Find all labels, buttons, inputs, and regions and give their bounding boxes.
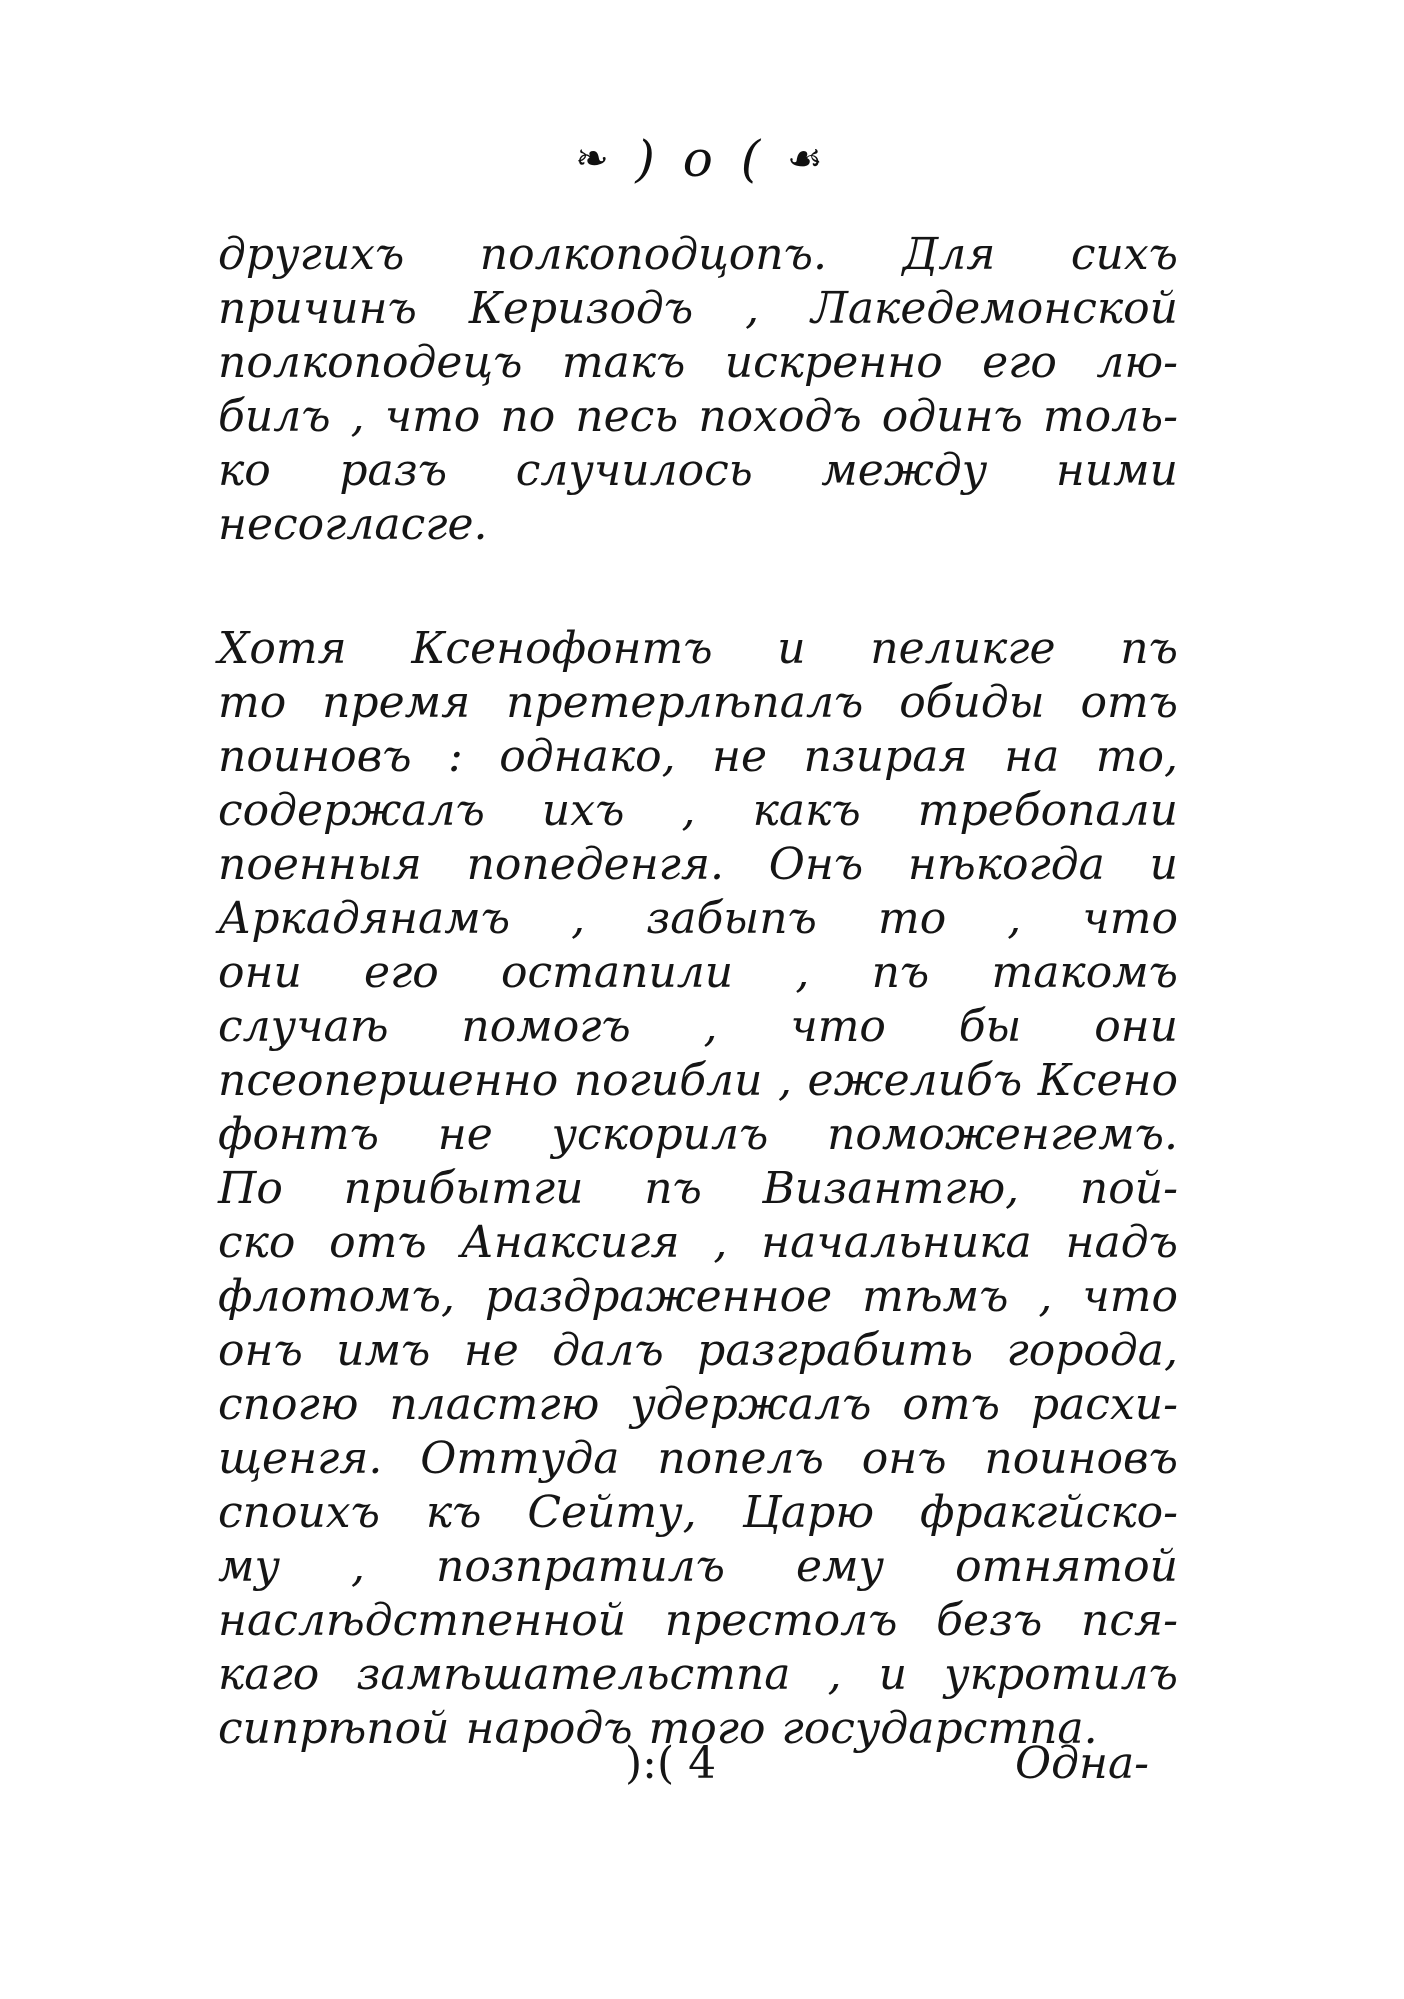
text-line: [218, 444, 1178, 498]
word: отъ: [902, 1379, 1000, 1430]
word: поенныя: [218, 839, 422, 890]
word: онъ: [861, 1433, 947, 1484]
word: ежелибъ: [807, 1055, 1023, 1106]
page-number: ) o (: [635, 130, 767, 188]
word: народъ: [465, 1703, 633, 1754]
word: то: [218, 677, 287, 728]
word: ,: [351, 1541, 366, 1592]
word: Ксенофонтъ: [411, 623, 713, 674]
word: и: [1149, 839, 1178, 890]
word: забыпъ: [646, 893, 817, 944]
word: то: [877, 893, 947, 944]
word: Оттуда: [420, 1433, 620, 1484]
word: ускорилъ: [551, 1109, 769, 1160]
word: фонтъ: [218, 1109, 379, 1160]
word: содержалъ: [218, 785, 485, 836]
word: обиды: [899, 677, 1045, 728]
text-line: [218, 1216, 1178, 1270]
word: погибли: [573, 1055, 763, 1106]
word: безъ: [936, 1595, 1043, 1646]
text-line: [218, 1270, 1178, 1324]
word: сипрѣпой: [218, 1703, 450, 1754]
word: псеопершенно: [218, 1055, 559, 1106]
word: тѣмъ: [862, 1271, 1009, 1322]
word: Византгю,: [762, 1163, 1020, 1214]
word: что: [1082, 1271, 1178, 1322]
word: пеликге: [870, 623, 1056, 674]
word: онъ: [218, 1325, 303, 1376]
text-line: [218, 498, 1178, 552]
word: Для: [902, 229, 996, 280]
word: Онъ: [768, 839, 864, 890]
word: что: [384, 391, 481, 442]
word: удержалъ: [630, 1379, 872, 1430]
word: между: [821, 445, 988, 496]
word: пзирая: [803, 731, 968, 782]
word: нѣкогда: [907, 839, 1105, 890]
catchword: Одна-: [1015, 1738, 1150, 1789]
word: ,: [1007, 893, 1022, 944]
word: попеденгя.: [466, 839, 725, 890]
word: Хотя: [218, 623, 347, 674]
signature-mark: ):( 4: [625, 1738, 717, 1789]
word: Царю: [742, 1487, 875, 1538]
word: разъ: [339, 445, 448, 496]
word: Аркадянамъ: [218, 893, 511, 944]
word: что: [790, 1001, 886, 1052]
word: того: [648, 1703, 766, 1754]
word: щенгя.: [218, 1433, 383, 1484]
text-line: [218, 1594, 1178, 1648]
text-line: [218, 282, 1178, 336]
word: отъ: [1080, 677, 1178, 728]
left-ornament-icon: ❧: [575, 136, 615, 182]
word: какъ: [752, 785, 861, 836]
word: бы: [958, 1001, 1022, 1052]
word: Ксено: [1037, 1055, 1178, 1106]
word: такомъ: [991, 947, 1178, 998]
word: случилось: [515, 445, 753, 496]
word: полкоподецъ: [218, 337, 523, 388]
word: далъ: [552, 1325, 664, 1376]
text-line: [218, 622, 1178, 676]
text-line: [218, 1432, 1178, 1486]
text-line: [218, 1648, 1178, 1702]
word: толь-: [1042, 391, 1178, 442]
word: къ: [425, 1487, 482, 1538]
word: то,: [1095, 731, 1178, 782]
word: начальника: [761, 1217, 1032, 1268]
word: походъ: [698, 391, 862, 442]
word: не: [437, 1109, 493, 1160]
word: Лакедемонской: [811, 283, 1178, 334]
word: му: [218, 1541, 281, 1592]
word: ско: [218, 1217, 296, 1268]
word: фракгйско-: [919, 1487, 1178, 1538]
text-line: [218, 946, 1178, 1000]
word: ,: [795, 947, 810, 998]
word: :: [448, 731, 463, 782]
word: такъ: [561, 337, 686, 388]
word: ,: [827, 1649, 842, 1700]
text-line: [218, 228, 1178, 282]
text-line: [218, 1486, 1178, 1540]
word: позпратилъ: [436, 1541, 726, 1592]
word: они: [1094, 1001, 1178, 1052]
word: ,: [703, 1001, 718, 1052]
word: однако,: [499, 731, 676, 782]
text-line: [218, 1378, 1178, 1432]
word: не: [712, 731, 768, 782]
word: пъ: [644, 1163, 702, 1214]
text-line: [218, 1054, 1178, 1108]
word: отнятой: [955, 1541, 1178, 1592]
word: что: [1082, 893, 1178, 944]
word: сихъ: [1070, 229, 1178, 280]
page-header: [0, 128, 1404, 188]
word: пъ: [1120, 623, 1178, 674]
word: По: [218, 1163, 283, 1214]
word: споихъ: [218, 1487, 380, 1538]
word: ,: [713, 1217, 728, 1268]
word: пластгю: [389, 1379, 600, 1430]
word: причинъ: [218, 283, 417, 334]
word: отъ: [329, 1217, 427, 1268]
word: случаѣ: [218, 1001, 389, 1052]
word: по: [500, 391, 556, 442]
word: другихъ: [218, 229, 405, 280]
page-footer: [0, 1738, 1404, 1798]
word: пъ: [871, 947, 930, 998]
word: и: [777, 623, 806, 674]
word: ,: [350, 391, 365, 442]
paragraph-2: [218, 622, 1178, 1756]
word: раздраженное: [484, 1271, 833, 1322]
word: прибытги: [343, 1163, 584, 1214]
word: надъ: [1065, 1217, 1178, 1268]
text-line: [218, 892, 1178, 946]
paragraph-1: [218, 228, 1178, 552]
word: ,: [571, 893, 586, 944]
word: ,: [777, 1055, 792, 1106]
word: государстпа.: [781, 1703, 1098, 1754]
text-line: [218, 1324, 1178, 1378]
word: разграбить: [697, 1325, 974, 1376]
word: ,: [681, 785, 696, 836]
word: не: [463, 1325, 519, 1376]
word: поможенгемъ.: [827, 1109, 1178, 1160]
text-line: [218, 1540, 1178, 1594]
word: ,: [745, 283, 760, 334]
word: несогласге.: [218, 499, 488, 550]
word: попелъ: [657, 1433, 824, 1484]
word: билъ: [218, 391, 331, 442]
word: расхи-: [1030, 1379, 1178, 1430]
word: искренно: [724, 337, 943, 388]
word: ко: [218, 445, 271, 496]
word: Анаксигя: [460, 1217, 680, 1268]
word: каго: [218, 1649, 320, 1700]
text-line: [218, 676, 1178, 730]
text-line: [218, 784, 1178, 838]
word: поиновъ: [984, 1433, 1178, 1484]
word: ,: [1038, 1271, 1053, 1322]
text-line: [218, 1000, 1178, 1054]
word: поиновъ: [218, 731, 412, 782]
text-line: [218, 390, 1178, 444]
word: одинъ: [881, 391, 1023, 442]
word: лю-: [1096, 337, 1178, 388]
word: ними: [1055, 445, 1178, 496]
word: города,: [1006, 1325, 1178, 1376]
word: престолъ: [664, 1595, 898, 1646]
text-line: [218, 336, 1178, 390]
right-ornament-icon: ☙: [786, 136, 829, 182]
text-line: [218, 1162, 1178, 1216]
word: помогъ: [461, 1001, 631, 1052]
word: претерлѣпалъ: [506, 677, 864, 728]
word: полкоподцопъ.: [479, 229, 827, 280]
word: флотомъ,: [218, 1271, 455, 1322]
word: имъ: [336, 1325, 431, 1376]
text-line: [218, 1108, 1178, 1162]
word: укротилъ: [944, 1649, 1178, 1700]
word: песь: [575, 391, 679, 442]
word: наслѣдстпенной: [218, 1595, 627, 1646]
word: требопали: [917, 785, 1178, 836]
word: ему: [796, 1541, 885, 1592]
text-line: [218, 838, 1178, 892]
word: премя: [322, 677, 471, 728]
word: остапили: [501, 947, 734, 998]
word: его: [364, 947, 439, 998]
word: они: [218, 947, 302, 998]
word: на: [1004, 731, 1060, 782]
word: пой-: [1079, 1163, 1178, 1214]
word: его: [982, 337, 1057, 388]
word: пся-: [1081, 1595, 1178, 1646]
word: замѣшательстпа: [356, 1649, 791, 1700]
word: и: [878, 1649, 908, 1700]
word: Керизодъ: [468, 283, 694, 334]
word: спогю: [218, 1379, 359, 1430]
word: ихъ: [541, 785, 625, 836]
word: Сейту,: [527, 1487, 697, 1538]
text-line: [218, 730, 1178, 784]
